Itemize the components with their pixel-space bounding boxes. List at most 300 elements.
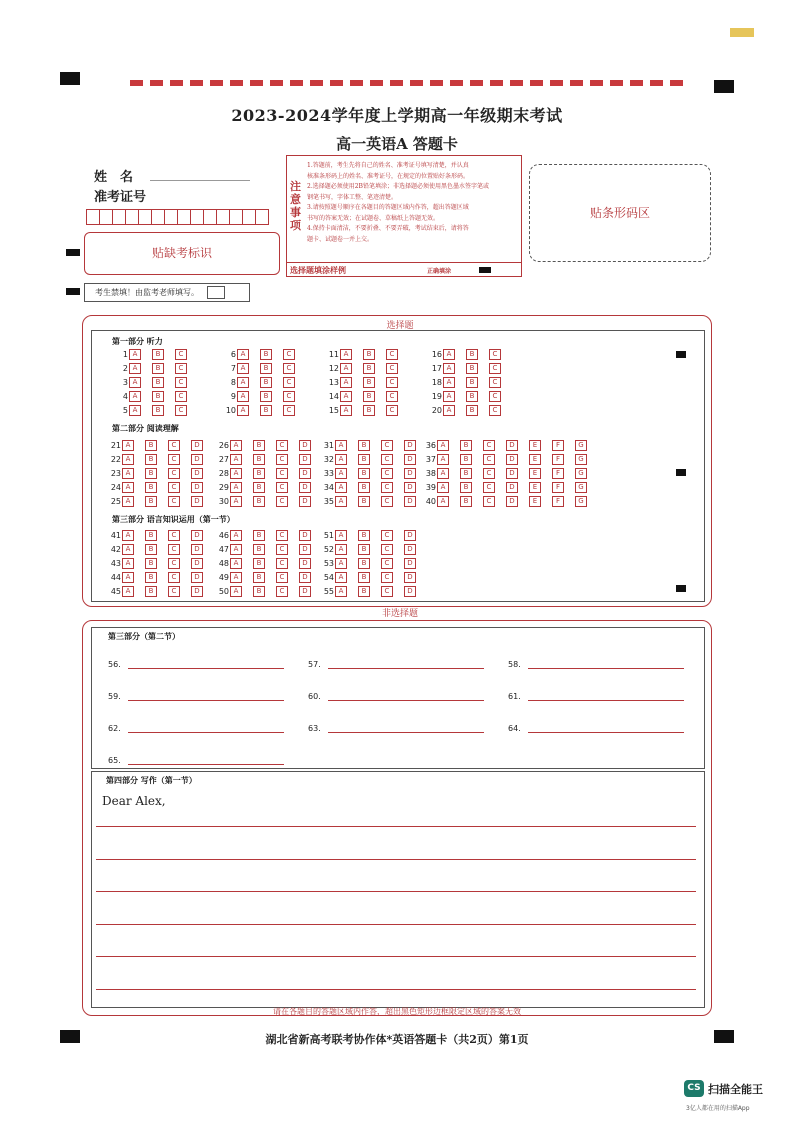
answer-bubble-c[interactable]: C	[175, 391, 187, 402]
answer-bubble-a[interactable]: A	[122, 572, 134, 583]
answer-bubble-c[interactable]: C	[276, 454, 288, 465]
answer-bubble-d[interactable]: D	[506, 482, 518, 493]
exam-id-digit-box[interactable]	[255, 209, 269, 225]
answer-bubble-a[interactable]: A	[122, 586, 134, 597]
answer-bubble-c[interactable]: C	[489, 349, 501, 360]
answer-bubble-a[interactable]: A	[335, 544, 347, 555]
answer-bubble-a[interactable]: A	[443, 363, 455, 374]
answer-bubble-c[interactable]: C	[386, 377, 398, 388]
answer-bubble-a[interactable]: A	[335, 586, 347, 597]
answer-bubble-c[interactable]: C	[168, 468, 180, 479]
writing-box	[91, 771, 705, 1008]
exam-id-digit-box[interactable]	[216, 209, 230, 225]
answer-bubble-a[interactable]: A	[129, 377, 141, 388]
answer-bubble-b[interactable]: B	[466, 405, 478, 416]
answer-bubble-d[interactable]: D	[404, 454, 416, 465]
answer-bubble-b[interactable]: B	[145, 482, 157, 493]
answer-bubble-c[interactable]: C	[168, 544, 180, 555]
answer-bubble-b[interactable]: B	[253, 468, 265, 479]
answer-bubble-a[interactable]: A	[122, 530, 134, 541]
answer-bubble-b[interactable]: B	[358, 468, 370, 479]
answer-bubble-d[interactable]: D	[299, 496, 311, 507]
answer-bubble-b[interactable]: B	[253, 544, 265, 555]
part3-label: 第三部分 语言知识运用（第一节）	[112, 515, 235, 524]
answer-bubble-c[interactable]: C	[283, 349, 295, 360]
answer-bubble-a[interactable]: A	[437, 482, 449, 493]
answer-bubble-b[interactable]: B	[358, 572, 370, 583]
answer-bubble-e[interactable]: E	[529, 496, 541, 507]
answer-bubble-d[interactable]: D	[506, 440, 518, 451]
answer-bubble-d[interactable]: D	[404, 586, 416, 597]
question-row	[112, 363, 198, 374]
question-number: 8	[230, 378, 236, 387]
answer-bubble-c[interactable]: C	[276, 558, 288, 569]
fill-answer-line[interactable]	[528, 732, 684, 733]
choice-title: 选择题	[386, 321, 414, 331]
answer-bubble-d[interactable]: D	[404, 530, 416, 541]
fill-answer-line[interactable]	[328, 700, 484, 701]
answer-bubble-c[interactable]: C	[489, 377, 501, 388]
exam-id-digit-box[interactable]	[125, 209, 139, 225]
answer-bubble-d[interactable]: D	[404, 482, 416, 493]
question-number: 35	[323, 497, 334, 506]
answer-bubble-d[interactable]: D	[191, 530, 203, 541]
sample-row	[287, 262, 521, 277]
answer-bubble-b[interactable]: B	[460, 454, 472, 465]
answer-bubble-a[interactable]: A	[335, 530, 347, 541]
answer-bubble-a[interactable]: A	[237, 377, 249, 388]
answer-bubble-a[interactable]: A	[230, 482, 242, 493]
exam-id-digit-box[interactable]	[99, 209, 113, 225]
fill-box	[91, 627, 705, 769]
answer-bubble-b[interactable]: B	[145, 558, 157, 569]
writing-line[interactable]	[96, 989, 696, 990]
answer-bubble-b[interactable]: B	[363, 363, 375, 374]
answer-bubble-b[interactable]: B	[358, 530, 370, 541]
answer-bubble-a[interactable]: A	[443, 391, 455, 402]
answer-bubble-e[interactable]: E	[529, 482, 541, 493]
writing-line[interactable]	[96, 956, 696, 957]
answer-bubble-a[interactable]: A	[335, 558, 347, 569]
answer-bubble-a[interactable]: A	[335, 454, 347, 465]
answer-bubble-c[interactable]: C	[483, 468, 495, 479]
answer-bubble-b[interactable]: B	[145, 530, 157, 541]
answer-bubble-a[interactable]: A	[122, 440, 134, 451]
answer-bubble-d[interactable]: D	[404, 544, 416, 555]
answer-bubble-a[interactable]: A	[340, 405, 352, 416]
answer-bubble-c[interactable]: C	[489, 391, 501, 402]
answer-bubble-c[interactable]: C	[276, 440, 288, 451]
answer-bubble-b[interactable]: B	[145, 468, 157, 479]
answer-bubble-a[interactable]: A	[230, 468, 242, 479]
notes-line: 3.请按照题号顺序在各题目的答题区域内作答，超出答题区域	[307, 204, 469, 211]
answer-bubble-c[interactable]: C	[175, 363, 187, 374]
answer-bubble-a[interactable]: A	[129, 391, 141, 402]
writing-line[interactable]	[96, 859, 696, 860]
answer-bubble-c[interactable]: C	[168, 558, 180, 569]
answer-bubble-b[interactable]: B	[152, 391, 164, 402]
answer-bubble-c[interactable]: C	[276, 572, 288, 583]
answer-bubble-c[interactable]: C	[483, 496, 495, 507]
answer-bubble-g[interactable]: G	[575, 482, 587, 493]
fill-answer-line[interactable]	[528, 700, 684, 701]
part4-label: 第四部分 写作（第一节）	[106, 776, 197, 785]
answer-bubble-c[interactable]: C	[276, 468, 288, 479]
exam-id-digit-box[interactable]	[190, 209, 204, 225]
answer-bubble-b[interactable]: B	[358, 482, 370, 493]
notes-heading-char: 事	[290, 206, 301, 219]
answer-bubble-a[interactable]: A	[340, 349, 352, 360]
answer-bubble-a[interactable]: A	[230, 440, 242, 451]
answer-bubble-b[interactable]: B	[152, 349, 164, 360]
name-field[interactable]	[150, 180, 250, 181]
answer-bubble-b[interactable]: B	[363, 405, 375, 416]
answer-bubble-a[interactable]: A	[335, 572, 347, 583]
answer-bubble-d[interactable]: D	[404, 496, 416, 507]
answer-bubble-c[interactable]: C	[386, 405, 398, 416]
answer-bubble-d[interactable]: D	[506, 468, 518, 479]
exam-id-digit-box[interactable]	[164, 209, 178, 225]
answer-bubble-a[interactable]: A	[340, 391, 352, 402]
answer-bubble-a[interactable]: A	[122, 468, 134, 479]
answer-bubble-c[interactable]: C	[276, 496, 288, 507]
answer-bubble-d[interactable]: D	[191, 496, 203, 507]
answer-bubble-a[interactable]: A	[237, 391, 249, 402]
answer-bubble-d[interactable]: D	[191, 468, 203, 479]
answer-bubble-g[interactable]: G	[575, 496, 587, 507]
answer-bubble-d[interactable]: D	[404, 572, 416, 583]
question-row	[213, 482, 322, 493]
question-row	[213, 558, 322, 569]
answer-bubble-c[interactable]: C	[483, 482, 495, 493]
question-row	[426, 405, 512, 416]
exam-id-label: 准考证号	[94, 190, 147, 205]
answer-bubble-c[interactable]: C	[283, 377, 295, 388]
answer-bubble-a[interactable]: A	[335, 496, 347, 507]
question-row	[426, 377, 512, 388]
question-number: 31	[323, 441, 334, 450]
answer-bubble-a[interactable]: A	[230, 586, 242, 597]
question-number: 55	[323, 587, 334, 596]
answer-bubble-c[interactable]: C	[168, 496, 180, 507]
writing-line[interactable]	[96, 826, 696, 827]
writing-line[interactable]	[96, 891, 696, 892]
fill-answer-line[interactable]	[128, 668, 284, 669]
answer-bubble-d[interactable]: D	[299, 572, 311, 583]
answer-bubble-g[interactable]: G	[575, 454, 587, 465]
fill-answer-line[interactable]	[128, 700, 284, 701]
answer-bubble-a[interactable]: A	[340, 377, 352, 388]
answer-bubble-b[interactable]: B	[260, 405, 272, 416]
answer-bubble-c[interactable]: C	[381, 572, 393, 583]
answer-bubble-b[interactable]: B	[253, 586, 265, 597]
answer-bubble-d[interactable]: D	[191, 572, 203, 583]
answer-bubble-c[interactable]: C	[381, 586, 393, 597]
answer-bubble-f[interactable]: F	[552, 454, 564, 465]
answer-bubble-c[interactable]: C	[168, 482, 180, 493]
answer-bubble-b[interactable]: B	[466, 391, 478, 402]
question-number: 11	[328, 350, 339, 359]
answer-bubble-b[interactable]: B	[253, 558, 265, 569]
answer-bubble-a[interactable]: A	[230, 572, 242, 583]
exam-id-digit-box[interactable]	[203, 209, 217, 225]
fill-answer-line[interactable]	[528, 668, 684, 669]
notes-heading-char: 注	[290, 180, 301, 193]
answer-bubble-b[interactable]: B	[460, 468, 472, 479]
answer-bubble-b[interactable]: B	[363, 391, 375, 402]
answer-bubble-c[interactable]: C	[168, 454, 180, 465]
question-number: 54	[323, 573, 334, 582]
answer-bubble-a[interactable]: A	[122, 454, 134, 465]
exam-id-digit-box[interactable]	[86, 209, 100, 225]
question-number: 19	[431, 392, 442, 401]
answer-bubble-c[interactable]: C	[276, 544, 288, 555]
question-row	[420, 482, 598, 493]
answer-bubble-b[interactable]: B	[253, 572, 265, 583]
exam-id-boxes[interactable]	[86, 209, 268, 225]
answer-bubble-c[interactable]: C	[489, 363, 501, 374]
exam-id-digit-box[interactable]	[151, 209, 165, 225]
answer-bubble-c[interactable]: C	[276, 586, 288, 597]
answer-bubble-c[interactable]: C	[381, 530, 393, 541]
answer-bubble-b[interactable]: B	[253, 496, 265, 507]
answer-bubble-a[interactable]: A	[129, 363, 141, 374]
question-row	[323, 391, 409, 402]
answer-bubble-b[interactable]: B	[145, 496, 157, 507]
answer-bubble-b[interactable]: B	[145, 454, 157, 465]
answer-bubble-a[interactable]: A	[335, 440, 347, 451]
footer-warning: 请在各题目的答题区域内作答，超出黑色矩形边框限定区域的答案无效	[273, 1007, 521, 1016]
answer-bubble-f[interactable]: F	[552, 440, 564, 451]
fill-number: 63.	[308, 724, 321, 733]
answer-bubble-c[interactable]: C	[276, 530, 288, 541]
answer-bubble-a[interactable]: A	[443, 377, 455, 388]
answer-bubble-a[interactable]: A	[230, 558, 242, 569]
answer-bubble-b[interactable]: B	[363, 349, 375, 360]
exam-id-digit-box[interactable]	[242, 209, 256, 225]
answer-bubble-b[interactable]: B	[363, 377, 375, 388]
answer-bubble-d[interactable]: D	[191, 586, 203, 597]
answer-bubble-a[interactable]: A	[437, 496, 449, 507]
answer-bubble-c[interactable]: C	[168, 586, 180, 597]
answer-bubble-b[interactable]: B	[152, 405, 164, 416]
question-number: 33	[323, 469, 334, 478]
answer-bubble-d[interactable]: D	[299, 530, 311, 541]
answer-bubble-b[interactable]: B	[466, 363, 478, 374]
answer-bubble-a[interactable]: A	[122, 544, 134, 555]
answer-bubble-a[interactable]: A	[122, 482, 134, 493]
exam-id-digit-box[interactable]	[138, 209, 152, 225]
answer-bubble-b[interactable]: B	[253, 482, 265, 493]
answer-bubble-a[interactable]: A	[237, 349, 249, 360]
answer-bubble-a[interactable]: A	[122, 558, 134, 569]
answer-bubble-c[interactable]: C	[168, 572, 180, 583]
answer-bubble-c[interactable]: C	[381, 454, 393, 465]
answer-bubble-c[interactable]: C	[386, 349, 398, 360]
answer-bubble-c[interactable]: C	[168, 440, 180, 451]
answer-bubble-a[interactable]: A	[437, 454, 449, 465]
answer-bubble-b[interactable]: B	[460, 482, 472, 493]
answer-bubble-c[interactable]: C	[381, 558, 393, 569]
question-number: 30	[218, 497, 229, 506]
question-number: 34	[323, 483, 334, 492]
answer-bubble-b[interactable]: B	[260, 363, 272, 374]
question-number: 44	[110, 573, 121, 582]
answer-bubble-b[interactable]: B	[466, 377, 478, 388]
question-row	[220, 363, 306, 374]
answer-bubble-a[interactable]: A	[230, 544, 242, 555]
question-row	[112, 391, 198, 402]
answer-bubble-b[interactable]: B	[253, 440, 265, 451]
question-number: 26	[218, 441, 229, 450]
answer-bubble-c[interactable]: C	[175, 377, 187, 388]
answer-bubble-d[interactable]: D	[299, 544, 311, 555]
fill-answer-line[interactable]	[128, 764, 284, 765]
answer-bubble-a[interactable]: A	[129, 405, 141, 416]
answer-bubble-a[interactable]: A	[335, 482, 347, 493]
question-number: 45	[110, 587, 121, 596]
exam-id-digit-box[interactable]	[177, 209, 191, 225]
answer-bubble-c[interactable]: C	[276, 482, 288, 493]
answer-bubble-b[interactable]: B	[358, 544, 370, 555]
answer-bubble-a[interactable]: A	[443, 405, 455, 416]
answer-bubble-g[interactable]: G	[575, 440, 587, 451]
answer-bubble-b[interactable]: B	[358, 558, 370, 569]
answer-bubble-d[interactable]: D	[299, 586, 311, 597]
answer-bubble-b[interactable]: B	[145, 544, 157, 555]
answer-bubble-a[interactable]: A	[230, 496, 242, 507]
answer-bubble-b[interactable]: B	[145, 440, 157, 451]
answer-bubble-d[interactable]: D	[299, 440, 311, 451]
question-number: 50	[218, 587, 229, 596]
answer-bubble-c[interactable]: C	[283, 391, 295, 402]
answer-bubble-b[interactable]: B	[358, 586, 370, 597]
answer-bubble-a[interactable]: A	[129, 349, 141, 360]
answer-bubble-c[interactable]: C	[381, 482, 393, 493]
answer-bubble-a[interactable]: A	[237, 405, 249, 416]
answer-bubble-b[interactable]: B	[260, 349, 272, 360]
answer-bubble-a[interactable]: A	[437, 440, 449, 451]
answer-bubble-c[interactable]: C	[386, 363, 398, 374]
answer-bubble-b[interactable]: B	[466, 349, 478, 360]
answer-bubble-f[interactable]: F	[552, 468, 564, 479]
fill-answer-line[interactable]	[328, 668, 484, 669]
answer-bubble-a[interactable]: A	[230, 530, 242, 541]
answer-bubble-c[interactable]: C	[175, 405, 187, 416]
answer-bubble-d[interactable]: D	[191, 544, 203, 555]
answer-bubble-c[interactable]: C	[381, 544, 393, 555]
answer-bubble-d[interactable]: D	[299, 558, 311, 569]
question-number: 2	[122, 364, 128, 373]
question-number: 36	[425, 441, 436, 450]
answer-bubble-e[interactable]: E	[529, 440, 541, 451]
answer-bubble-b[interactable]: B	[260, 377, 272, 388]
answer-bubble-b[interactable]: B	[260, 391, 272, 402]
fill-answer-line[interactable]	[328, 732, 484, 733]
answer-bubble-d[interactable]: D	[191, 482, 203, 493]
answer-bubble-d[interactable]: D	[404, 468, 416, 479]
answer-bubble-a[interactable]: A	[237, 363, 249, 374]
answer-bubble-b[interactable]: B	[253, 454, 265, 465]
answer-bubble-e[interactable]: E	[529, 468, 541, 479]
answer-bubble-d[interactable]: D	[191, 558, 203, 569]
answer-bubble-d[interactable]: D	[191, 454, 203, 465]
exam-id-digit-box[interactable]	[112, 209, 126, 225]
answer-bubble-b[interactable]: B	[358, 440, 370, 451]
answer-bubble-c[interactable]: C	[483, 440, 495, 451]
answer-bubble-d[interactable]: D	[404, 440, 416, 451]
answer-bubble-c[interactable]: C	[489, 405, 501, 416]
fill-answer-line[interactable]	[128, 732, 284, 733]
exam-id-digit-box[interactable]	[229, 209, 243, 225]
answer-bubble-d[interactable]: D	[299, 454, 311, 465]
question-row	[105, 482, 214, 493]
scanner-app-name: 扫描全能王	[708, 1083, 763, 1096]
answer-bubble-a[interactable]: A	[340, 363, 352, 374]
answer-bubble-b[interactable]: B	[253, 530, 265, 541]
question-number: 24	[110, 483, 121, 492]
answer-bubble-a[interactable]: A	[443, 349, 455, 360]
question-row	[105, 440, 214, 451]
answer-bubble-b[interactable]: B	[145, 586, 157, 597]
answer-bubble-b[interactable]: B	[460, 440, 472, 451]
answer-bubble-c[interactable]: C	[283, 363, 295, 374]
question-row	[213, 468, 322, 479]
answer-bubble-g[interactable]: G	[575, 468, 587, 479]
answer-bubble-d[interactable]: D	[506, 454, 518, 465]
answer-bubble-b[interactable]: B	[152, 363, 164, 374]
answer-bubble-f[interactable]: F	[552, 482, 564, 493]
answer-bubble-c[interactable]: C	[386, 391, 398, 402]
answer-bubble-e[interactable]: E	[529, 454, 541, 465]
answer-bubble-d[interactable]: D	[506, 496, 518, 507]
question-row	[420, 496, 598, 507]
footer-page-label: 湖北省新高考联考协作体*英语答题卡（共2页）第1页	[265, 1033, 529, 1046]
answer-bubble-c[interactable]: C	[381, 496, 393, 507]
answer-bubble-c[interactable]: C	[381, 468, 393, 479]
answer-bubble-c[interactable]: C	[381, 440, 393, 451]
answer-bubble-b[interactable]: B	[152, 377, 164, 388]
answer-bubble-c[interactable]: C	[483, 454, 495, 465]
answer-bubble-f[interactable]: F	[552, 496, 564, 507]
answer-bubble-a[interactable]: A	[437, 468, 449, 479]
answer-bubble-d[interactable]: D	[299, 482, 311, 493]
answer-bubble-b[interactable]: B	[358, 454, 370, 465]
answer-bubble-b[interactable]: B	[358, 496, 370, 507]
question-row	[318, 530, 427, 541]
scan-smudge	[730, 28, 754, 37]
answer-bubble-b[interactable]: B	[145, 572, 157, 583]
answer-bubble-a[interactable]: A	[122, 496, 134, 507]
absent-checkbox[interactable]	[207, 286, 225, 299]
question-number: 51	[323, 531, 334, 540]
answer-bubble-c[interactable]: C	[283, 405, 295, 416]
answer-bubble-a[interactable]: A	[230, 454, 242, 465]
answer-bubble-d[interactable]: D	[191, 440, 203, 451]
answer-bubble-a[interactable]: A	[335, 468, 347, 479]
question-row	[420, 440, 598, 451]
answer-bubble-d[interactable]: D	[404, 558, 416, 569]
answer-bubble-c[interactable]: C	[168, 530, 180, 541]
timing-mark	[676, 585, 686, 592]
answer-bubble-b[interactable]: B	[460, 496, 472, 507]
part1-label: 第一部分 听力	[112, 337, 163, 346]
writing-line[interactable]	[96, 924, 696, 925]
absent-sticker-area	[84, 232, 280, 275]
answer-bubble-d[interactable]: D	[299, 468, 311, 479]
answer-bubble-c[interactable]: C	[175, 349, 187, 360]
name-label: 姓 名	[94, 170, 134, 185]
